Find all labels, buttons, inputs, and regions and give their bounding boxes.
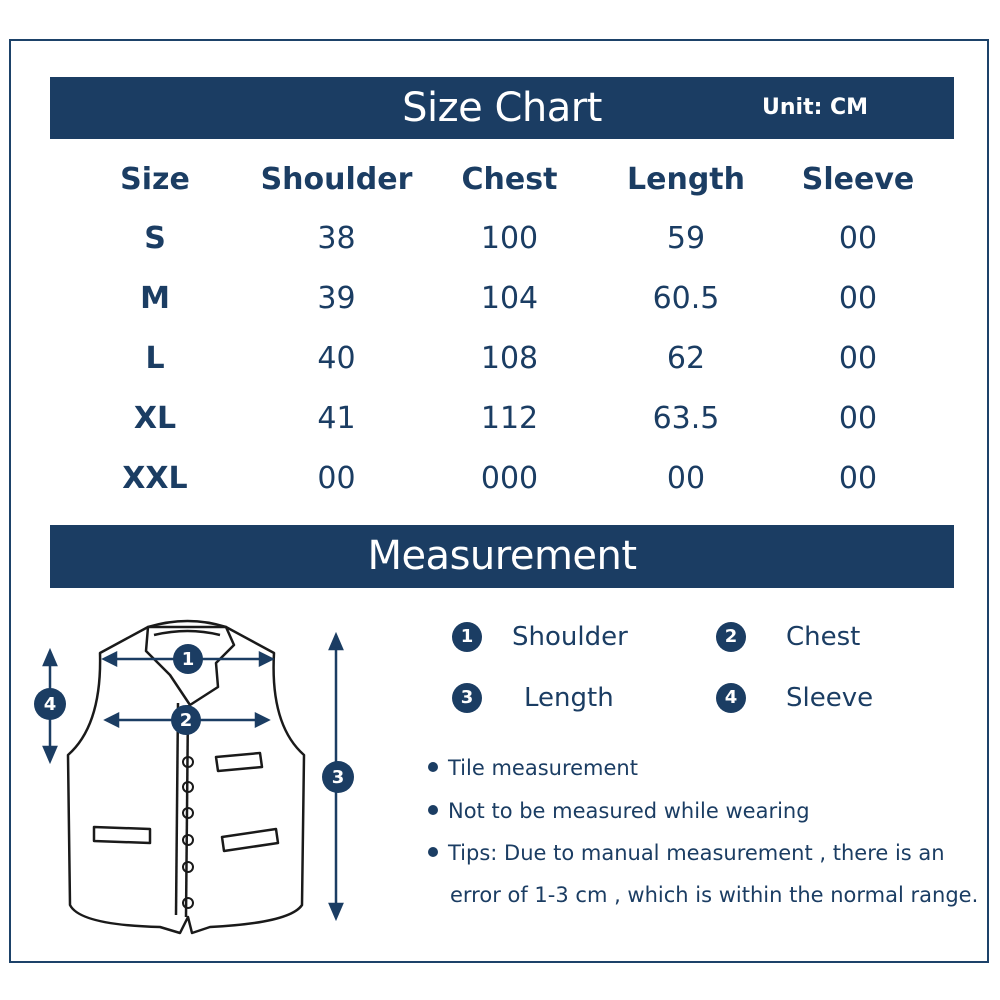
unit-label: Unit: CM — [762, 95, 869, 120]
legend-number-icon: 4 — [716, 683, 746, 713]
legend-item-length — [452, 683, 614, 713]
arrowhead-icon — [104, 653, 116, 665]
legend-number-icon: 1 — [452, 622, 482, 652]
length-cell: 62 — [666, 340, 706, 376]
column-header: Sleeve — [801, 161, 915, 197]
table-row — [60, 388, 940, 448]
note-item — [428, 756, 638, 780]
button-icon — [183, 862, 193, 872]
marker-shoulder-label: 1 — [181, 649, 195, 670]
size-cell: XL — [133, 400, 177, 436]
measurement-title: Measurement — [367, 533, 637, 579]
length-cell: 00 — [666, 460, 706, 496]
table-row — [60, 328, 940, 388]
chest-cell: 000 — [480, 460, 539, 496]
legend-item-chest — [716, 622, 860, 652]
vest-diagram — [20, 605, 400, 955]
arrowhead-icon — [330, 635, 342, 649]
legend-number-icon: 3 — [452, 683, 482, 713]
sleeve-cell: 00 — [838, 400, 878, 436]
size-cell: L — [145, 340, 165, 376]
bullet-icon — [428, 762, 438, 772]
note-text: Tile measurement — [448, 756, 638, 780]
note-item — [428, 841, 945, 865]
size-chart-title: Size Chart — [402, 85, 602, 131]
arrowhead-icon — [44, 651, 56, 665]
bullet-icon — [428, 805, 438, 815]
column-header: Size — [120, 161, 190, 197]
marker-length-label: 3 — [331, 767, 345, 788]
arrowhead-icon — [260, 653, 272, 665]
sleeve-cell: 00 — [838, 220, 878, 256]
marker-chest-label: 2 — [179, 710, 193, 731]
length-cell: 59 — [666, 220, 706, 256]
note-continuation: error of 1-3 cm , which is within the normal range. — [450, 883, 979, 907]
chest-cell: 108 — [480, 340, 539, 376]
chest-cell: 100 — [480, 220, 539, 256]
column-header: Length — [627, 161, 745, 197]
legend-label: Shoulder — [512, 622, 628, 652]
note-item — [428, 799, 810, 823]
table-row — [60, 268, 940, 328]
size-chart-banner — [50, 77, 954, 139]
marker-sleeve-label: 4 — [43, 694, 57, 715]
table-row — [60, 448, 940, 508]
size-cell: M — [140, 280, 170, 316]
size-cell: XXL — [122, 460, 188, 496]
bullet-icon — [428, 847, 438, 857]
column-header: Chest — [461, 161, 558, 197]
chest-cell: 112 — [480, 400, 539, 436]
legend-label: Sleeve — [786, 683, 874, 713]
note-text: Not to be measured while wearing — [448, 799, 810, 823]
table-header-row — [60, 150, 940, 208]
shoulder-cell: 39 — [317, 280, 356, 316]
sleeve-cell: 00 — [838, 460, 878, 496]
shoulder-cell: 41 — [317, 400, 356, 436]
length-cell: 60.5 — [652, 280, 720, 316]
shoulder-cell: 38 — [317, 220, 356, 256]
measure-arrows — [44, 635, 342, 918]
arrowhead-icon — [106, 714, 118, 726]
measurement-banner — [50, 525, 954, 588]
chest-cell: 104 — [480, 280, 539, 316]
shoulder-cell: 40 — [317, 340, 356, 376]
legend-number-icon: 2 — [716, 622, 746, 652]
length-cell: 63.5 — [652, 400, 720, 436]
sleeve-cell: 00 — [838, 340, 878, 376]
arrowhead-icon — [44, 747, 56, 761]
shoulder-cell: 00 — [317, 460, 356, 496]
size-cell: S — [144, 220, 166, 256]
legend-item-sleeve — [716, 683, 873, 713]
column-header: Shoulder — [260, 161, 413, 197]
arrowhead-icon — [256, 714, 268, 726]
button-icon — [183, 898, 193, 908]
table-row — [60, 208, 940, 268]
arrowhead-icon — [330, 904, 342, 918]
legend-label: Chest — [786, 622, 861, 652]
size-table — [60, 150, 940, 508]
sleeve-cell: 00 — [838, 280, 878, 316]
legend-item-shoulder — [452, 622, 628, 652]
legend-label: Length — [524, 683, 614, 713]
note-text: Tips: Due to manual measurement , there is an — [448, 841, 945, 865]
